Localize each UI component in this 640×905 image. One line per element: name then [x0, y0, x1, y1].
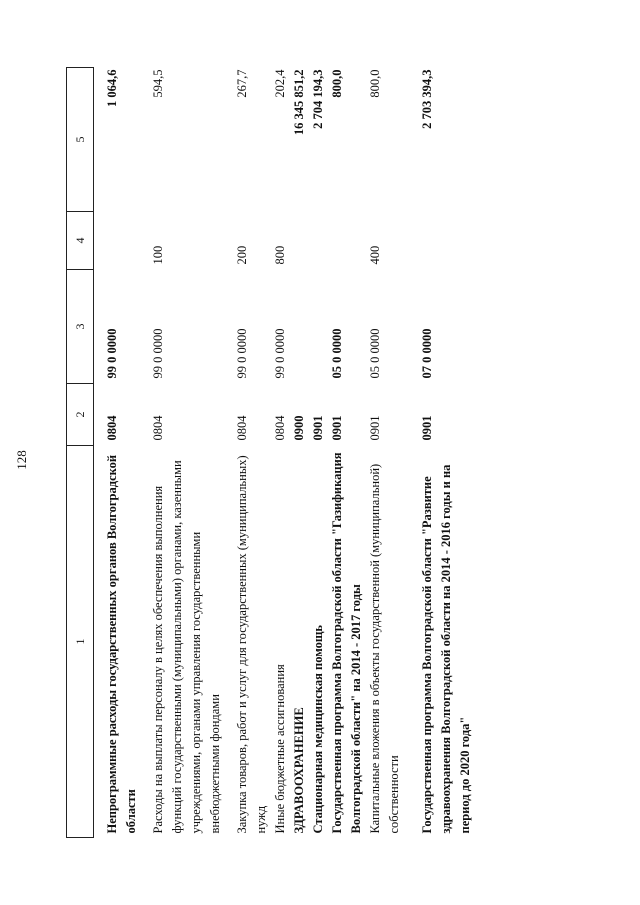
row-name: Государственная программа Волгоградской области "Газификация Волгоградской области" на 2014 - 2017 годы — [330, 452, 363, 834]
row-section-code: 0804 — [151, 415, 165, 441]
budget-table-page — [66, 68, 529, 838]
row-target-code: 99 0 0000 — [105, 328, 119, 379]
row-amount: 16 345 851,2 — [292, 69, 306, 136]
row-target-code: 05 0 0000 — [368, 328, 382, 379]
row-amount: 2 704 194,3 — [311, 69, 325, 129]
header-col-4: 4 — [67, 212, 94, 270]
row-target-code: 99 0 0000 — [151, 328, 165, 379]
row-name: Иные бюджетные ассигнования — [273, 664, 287, 834]
table-row — [94, 68, 142, 838]
row-name: Непрограммные расходы государственных органов Волгоградской области — [105, 454, 138, 834]
row-amount: 800,0 — [368, 69, 382, 98]
row-section-code: 0901 — [330, 415, 344, 441]
row-name: Капитальные вложения в объекты государственной (муниципальной) собственности — [368, 463, 401, 834]
row-name: Закупка товаров, работ и услуг для государственных (муниципальных) нужд — [235, 455, 268, 834]
row-name: Стационарная медицинская помощь — [311, 624, 325, 834]
header-col-5: 5 — [67, 68, 94, 212]
table-row — [225, 68, 271, 838]
row-type-code — [94, 212, 142, 270]
table-row — [271, 68, 290, 838]
table-row — [141, 68, 225, 838]
row-target-code — [309, 270, 328, 384]
row-amount: 594,5 — [151, 69, 165, 98]
header-col-3: 3 — [67, 270, 94, 384]
header-col-2: 2 — [67, 384, 94, 446]
row-section-code: 0901 — [311, 415, 325, 441]
table-row — [366, 68, 404, 838]
table-row — [290, 68, 309, 838]
row-type-code: 800 — [273, 245, 287, 265]
row-type-code: 100 — [151, 245, 165, 265]
row-target-code: 07 0 0000 — [420, 328, 434, 379]
row-section-code: 0901 — [420, 415, 434, 441]
row-target-code: 05 0 0000 — [330, 328, 344, 379]
row-amount: 800,0 — [330, 69, 344, 98]
page-number: 128 — [14, 450, 29, 470]
row-section-code: 0901 — [368, 415, 382, 441]
table-header-row — [67, 68, 94, 838]
table-row — [309, 68, 328, 838]
row-type-code — [328, 212, 366, 270]
row-amount: 202,4 — [273, 69, 287, 98]
row-amount: 2 703 394,3 — [420, 69, 434, 129]
row-name: Государственная программа Волгоградской области "Развитие здравоохранения Волгоградской области на 2014 - 2016 годы и на период до 2020 года" — [420, 464, 472, 834]
row-name: ЗДРАВООХРАНЕНИЕ — [292, 707, 306, 834]
row-type-code — [309, 212, 328, 270]
header-col-1: 1 — [67, 446, 94, 838]
row-target-code: 99 0 0000 — [273, 328, 287, 379]
row-amount: 1 064,6 — [105, 69, 119, 107]
table-row — [404, 68, 475, 838]
row-section-code: 0804 — [105, 415, 119, 441]
row-name: Расходы на выплаты персоналу в целях обеспечения выполнения функций государственными (муниципальными) органами, казенными учреждениями, органами управления государственными внебюджетными фондами — [151, 460, 222, 834]
row-type-code — [404, 212, 475, 270]
budget-table — [66, 67, 475, 838]
row-type-code — [290, 212, 309, 270]
row-amount: 267,7 — [235, 69, 249, 98]
row-target-code: 99 0 0000 — [235, 328, 249, 379]
table-row — [328, 68, 366, 838]
row-section-code: 0804 — [273, 415, 287, 441]
row-type-code: 200 — [235, 245, 249, 265]
row-target-code — [290, 270, 309, 384]
row-type-code: 400 — [368, 245, 382, 265]
row-section-code: 0900 — [292, 415, 306, 441]
row-section-code: 0804 — [235, 415, 249, 441]
